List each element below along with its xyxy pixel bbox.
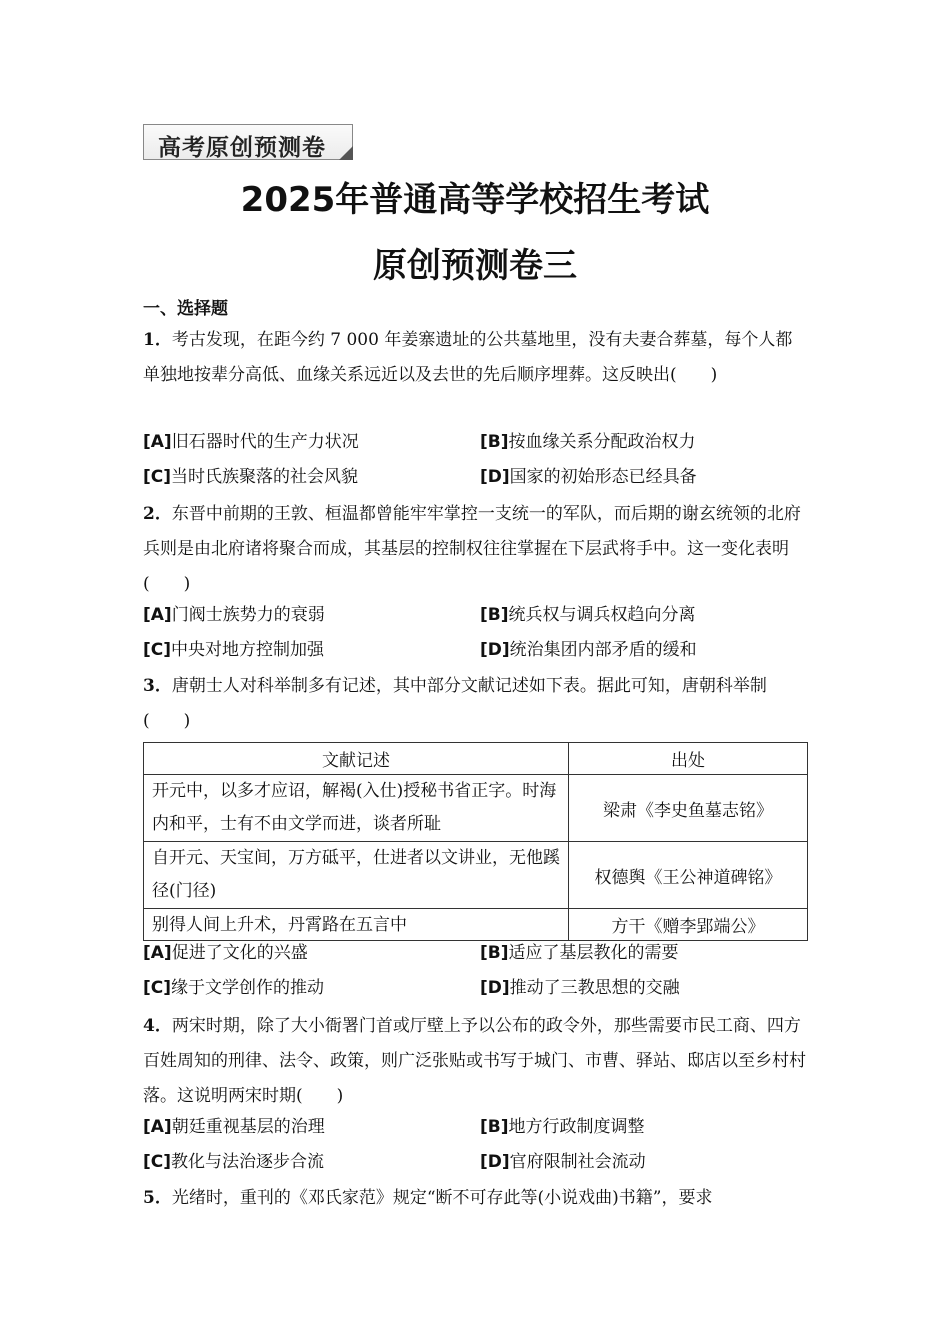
literature-table bbox=[143, 742, 808, 941]
q4-option-a[interactable] bbox=[143, 1115, 325, 1139]
option-letter: [B] bbox=[480, 605, 509, 625]
option-letter: [B] bbox=[480, 432, 509, 452]
table-row bbox=[144, 842, 808, 909]
question-number: 2． bbox=[143, 504, 172, 524]
badge-label: 高考原创预测卷 bbox=[158, 134, 326, 161]
option-text: 促进了文化的兴盛 bbox=[171, 943, 308, 963]
table-cell-source: 权德舆《王公神道碑铭》 bbox=[569, 842, 808, 909]
table-cell-record: 别得人间上升术，丹霄路在五言中 bbox=[144, 909, 569, 941]
question-1 bbox=[143, 323, 807, 393]
q3-option-a[interactable] bbox=[143, 941, 308, 965]
option-text: 缘于文学创作的推动 bbox=[171, 978, 325, 998]
option-letter: [B] bbox=[480, 1117, 509, 1137]
question-stem: 光绪时，重刊的《邓氏家范》规定“断不可存此等(小说戏曲)书籍”，要求 bbox=[171, 1188, 713, 1208]
q2-option-c[interactable] bbox=[143, 638, 324, 662]
question-3 bbox=[143, 669, 807, 739]
option-text: 官府限制社会流动 bbox=[509, 1152, 646, 1172]
table-cell-source: 方干《赠李郢端公》 bbox=[569, 909, 808, 941]
q2-option-a[interactable] bbox=[143, 603, 325, 627]
option-text: 统兵权与调兵权趋向分离 bbox=[508, 605, 696, 625]
q4-option-d[interactable] bbox=[480, 1150, 646, 1174]
option-text: 适应了基层教化的需要 bbox=[508, 943, 679, 963]
option-letter: [C] bbox=[143, 467, 172, 487]
question-stem: 两宋时期，除了大小衙署门首或厅壁上予以公布的政令外，那些需要市民工商、四方百姓周知的刑律、法令、政策，则广泛张贴或书写于城门、市曹、驿站、邸店以至乡村村落。这说明两宋时期( ) bbox=[143, 1016, 806, 1106]
question-stem: 考古发现，在距今约 7 000 年姜寨遗址的公共墓地里，没有夫妻合葬墓，每个人都单独地按辈分高低、血缘关系远近以及去世的先后顺序埋葬。这反映出( ) bbox=[143, 330, 793, 385]
q4-option-b[interactable] bbox=[480, 1115, 645, 1139]
q3-option-c[interactable] bbox=[143, 976, 324, 1000]
exam-type-badge bbox=[143, 124, 353, 160]
option-text: 推动了三教思想的交融 bbox=[509, 978, 680, 998]
q1-option-a[interactable] bbox=[143, 430, 359, 454]
option-text: 统治集团内部矛盾的缓和 bbox=[509, 640, 697, 660]
exam-subtitle: 原创预测卷三 bbox=[373, 246, 577, 286]
q3-option-b[interactable] bbox=[480, 941, 679, 965]
question-number: 4． bbox=[143, 1016, 172, 1036]
q3-option-d[interactable] bbox=[480, 976, 680, 1000]
option-letter: [D] bbox=[480, 978, 510, 998]
question-stem: 东晋中前期的王敦、桓温都曾能牢牢掌控一支统一的军队，而后期的谢玄统领的北府兵则是由北府诸将聚合而成，其基层的控制权往往掌握在下层武将手中。这一变化表明( ) bbox=[143, 504, 801, 594]
option-text: 旧石器时代的生产力状况 bbox=[171, 432, 359, 452]
table-row bbox=[144, 909, 808, 941]
table-cell-source: 梁肃《李史鱼墓志铭》 bbox=[569, 775, 808, 842]
option-text: 当时氏族聚落的社会风貌 bbox=[171, 467, 359, 487]
question-number: 5． bbox=[143, 1188, 172, 1208]
option-letter: [D] bbox=[480, 467, 510, 487]
q1-option-c[interactable] bbox=[143, 465, 358, 489]
option-letter: [D] bbox=[480, 640, 510, 660]
table-cell-record: 自开元、天宝间，万方砥平，仕进者以文讲业，无他蹊径(门径) bbox=[144, 842, 569, 909]
question-number: 1． bbox=[143, 330, 172, 350]
option-letter: [A] bbox=[143, 605, 172, 625]
option-letter: [C] bbox=[143, 978, 172, 998]
q2-option-b[interactable] bbox=[480, 603, 696, 627]
option-letter: [C] bbox=[143, 640, 172, 660]
q1-option-b[interactable] bbox=[480, 430, 696, 454]
option-letter: [B] bbox=[480, 943, 509, 963]
q1-option-d[interactable] bbox=[480, 465, 697, 489]
question-stem: 唐朝士人对科举制多有记述，其中部分文献记述如下表。据此可知，唐朝科举制( ) bbox=[143, 676, 767, 731]
section-heading: 一、选择题 bbox=[143, 299, 228, 319]
exam-title: 2025年普通高等学校招生考试 bbox=[240, 180, 710, 220]
option-text: 按血缘关系分配政治权力 bbox=[508, 432, 696, 452]
question-number: 3． bbox=[143, 676, 172, 696]
q2-option-d[interactable] bbox=[480, 638, 697, 662]
table-cell-record: 开元中，以多才应诏，解褐(入仕)授秘书省正字。时海内和平，士有不由文学而进，谈者所耻 bbox=[144, 775, 569, 842]
option-letter: [C] bbox=[143, 1152, 172, 1172]
table-header-cell: 出处 bbox=[569, 743, 808, 775]
option-text: 中央对地方控制加强 bbox=[171, 640, 325, 660]
question-4 bbox=[143, 1009, 807, 1114]
option-text: 国家的初始形态已经具备 bbox=[509, 467, 697, 487]
option-text: 教化与法治逐步合流 bbox=[171, 1152, 325, 1172]
option-letter: [A] bbox=[143, 432, 172, 452]
option-text: 门阀士族势力的衰弱 bbox=[171, 605, 325, 625]
q4-option-c[interactable] bbox=[143, 1150, 324, 1174]
option-letter: [D] bbox=[480, 1152, 510, 1172]
badge-corner-decoration bbox=[339, 146, 353, 160]
table-header-cell: 文献记述 bbox=[144, 743, 569, 775]
option-letter: [A] bbox=[143, 1117, 172, 1137]
table-row bbox=[144, 775, 808, 842]
question-5 bbox=[143, 1181, 807, 1216]
option-text: 地方行政制度调整 bbox=[508, 1117, 645, 1137]
option-text: 朝廷重视基层的治理 bbox=[171, 1117, 325, 1137]
question-2 bbox=[143, 497, 807, 602]
table-header-row bbox=[144, 743, 808, 775]
option-letter: [A] bbox=[143, 943, 172, 963]
